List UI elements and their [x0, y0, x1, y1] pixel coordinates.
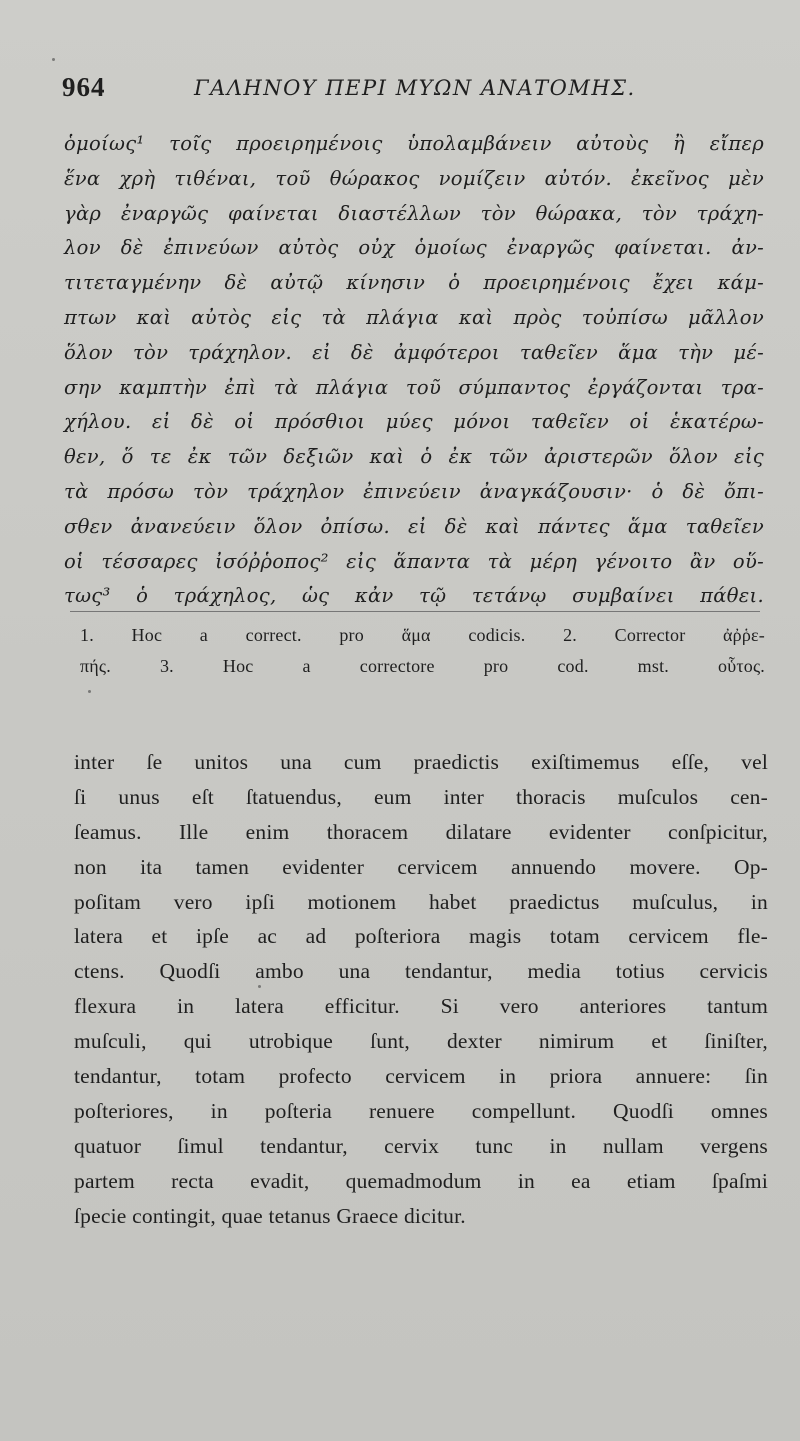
latin-text-block — [74, 745, 768, 1233]
greek-line: τιτεταγμένην δὲ αὐτῷ κίνησιν ὁ προειρημένοις ἔχει κάμ- — [64, 271, 764, 295]
greek-line: σην καμπτὴν ἐπὶ τὰ πλάγια τοῦ σύμπαντος ἐργάζονται τρα- — [64, 375, 764, 399]
greek-line: γὰρ ἐναργῶς φαίνεται διαστέλλων τὸν θώρακα, τὸν τράχη- — [64, 201, 764, 225]
latin-line: poſteriores, in poſteria renuere compellunt. Quodſi omnes — [74, 1098, 768, 1123]
paper-speck — [88, 690, 91, 693]
greek-line: θεν, ὅ τε ἐκ τῶν δεξιῶν καὶ ὁ ἐκ τῶν ἀριστερῶν ὅλον εἰς — [64, 445, 764, 469]
footnote-line: πής. 3. Hoc a correctore pro cod. mst. οὗτος. — [80, 656, 765, 676]
latin-line: muſculi, qui utrobique ſunt, dexter nimirum et ſiniſter, — [74, 1029, 768, 1054]
latin-line: ſeamus. Ille enim thoracem dilatare evidenter conſpicitur, — [74, 819, 768, 844]
footnote-divider — [70, 611, 760, 612]
latin-line: inter ſe unitos una cum praedictis exiſtimemus eſſe, vel — [74, 750, 768, 774]
latin-line: non ita tamen evidenter cervicem annuendo movere. Op- — [74, 854, 768, 879]
greek-line: τως³ ὁ τράχηλος, ὡς κἀν τῷ τετάνῳ συμβαίνει πάθει. — [64, 584, 764, 608]
paper-speck — [258, 985, 261, 988]
latin-line: poſitam vero ipſi motionem habet praedictus muſculus, in — [74, 889, 768, 914]
running-title: ΓΑΛΗΝΟΥ ΠΕΡΙ ΜΥΩΝ ΑΝΑΤΟΜΗΣ. — [194, 76, 636, 100]
latin-line: tendantur, totam profecto cervicem in priora annuere: ſin — [74, 1064, 768, 1089]
footnote-line: 1. Hoc a correct. pro ἅμα codicis. 2. Corrector ἀῤῥε- — [80, 625, 765, 645]
latin-line: quatuor ſimul tendantur, cervix tunc in nullam vergens — [74, 1133, 768, 1158]
greek-line: πτων καὶ αὐτὸς εἰς τὰ πλάγια καὶ πρὸς τοὐπίσω μᾶλλον — [64, 305, 764, 329]
page-header — [62, 72, 752, 108]
greek-line: λον δὲ ἐπινεύων αὐτὸς οὐχ ὁμοίως ἐναργῶς φαίνεται. ἀν- — [64, 236, 764, 260]
page-number: 964 — [62, 72, 106, 102]
greek-line: οἱ τέσσαρες ἰσόῤῥοπος² εἰς ἅπαντα τὰ μέρη γένοιτο ἂν οὕ- — [64, 549, 764, 573]
latin-line: ſpecie contingit, quae tetanus Graece dicitur. — [74, 1203, 466, 1228]
latin-line: ſi unus eſt ſtatuendus, eum inter thoracis muſculos cen- — [74, 784, 768, 809]
greek-line: ἕνα χρὴ τιθέναι, τοῦ θώρακος νομίζειν αὐτόν. ἐκεῖνος μὲν — [64, 166, 764, 190]
latin-line: partem recta evadit, quemadmodum in ea etiam ſpaſmi — [74, 1168, 768, 1193]
greek-line: χήλου. εἰ δὲ οἱ πρόσθιοι μύες μόνοι ταθεῖεν οἱ ἑκατέρω- — [64, 410, 764, 434]
latin-line: latera et ipſe ac ad poſteriora magis totam cervicem fle- — [74, 924, 768, 949]
greek-line: σθεν ἀνανεύειν ὅλον ὀπίσω. εἰ δὲ καὶ πάντες ἅμα ταθεῖεν — [64, 514, 764, 538]
greek-line: ὅλον τὸν τράχηλον. εἰ δὲ ἀμφότεροι ταθεῖεν ἅμα τὴν μέ- — [64, 340, 764, 364]
greek-line: τὰ πρόσω τὸν τράχηλον ἐπινεύειν ἀναγκάζουσιν· ὁ δὲ ὄπι- — [64, 479, 764, 503]
footnotes-block — [80, 620, 765, 682]
greek-text-block — [64, 127, 764, 614]
greek-line: ὁμοίως¹ τοῖς προειρημένοις ὑπολαμβάνειν αὐτοὺς ἢ εἴπερ — [64, 132, 764, 155]
latin-line: ctens. Quodſi ambo una tendantur, media totius cervicis — [74, 959, 768, 984]
latin-line: flexura in latera efficitur. Si vero anteriores tantum — [74, 994, 768, 1019]
paper-speck — [52, 58, 55, 61]
